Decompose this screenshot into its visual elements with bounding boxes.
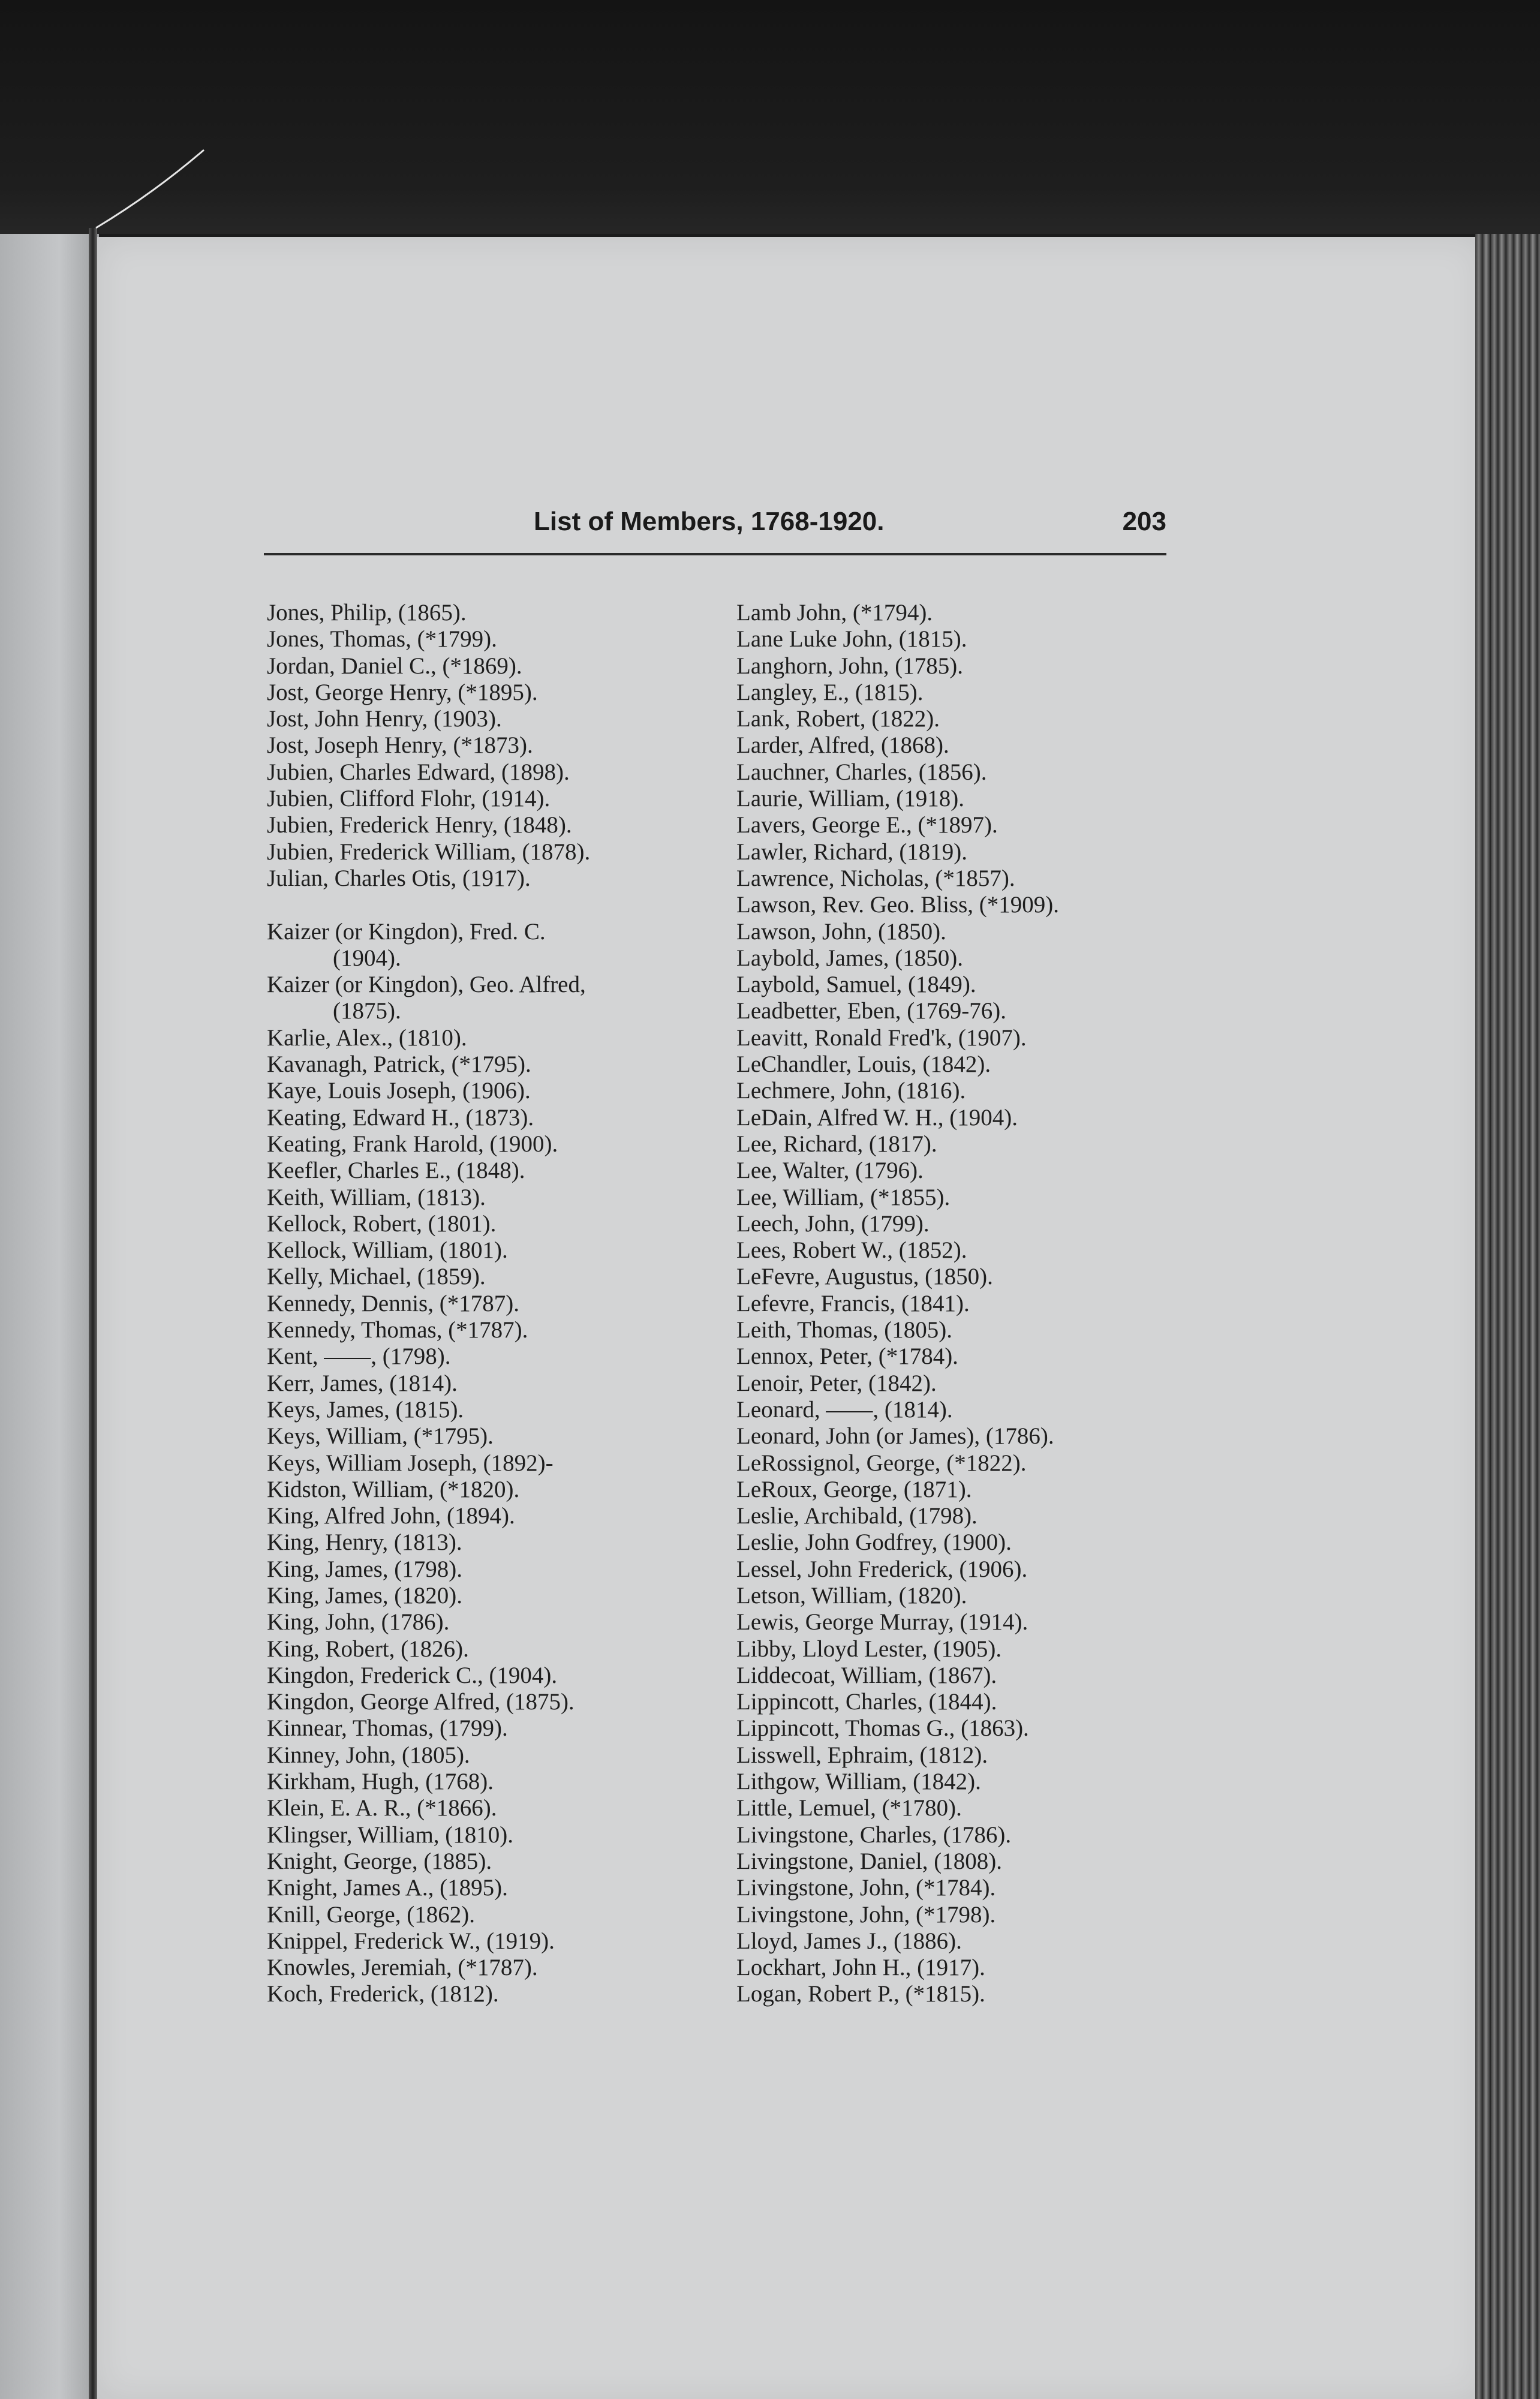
list-item: Karlie, Alex., (1810). — [267, 1024, 467, 1051]
list-item: Liddecoat, William, (1867). — [736, 1662, 997, 1688]
list-item: Keys, William Joseph, (1892)- — [267, 1450, 554, 1476]
list-item: Lenoir, Peter, (1842). — [736, 1370, 937, 1396]
list-item: King, Robert, (1826). — [267, 1636, 469, 1662]
list-item: King, James, (1798). — [267, 1556, 463, 1582]
list-item: Kinnear, Thomas, (1799). — [267, 1715, 508, 1742]
list-item: Laybold, Samuel, (1849). — [736, 972, 976, 998]
left-column — [267, 600, 590, 2008]
list-item: Lawrence, Nicholas, (*1857). — [736, 865, 1015, 891]
list-item: Larder, Alfred, (1868). — [736, 732, 949, 759]
list-item: Lippincott, Charles, (1844). — [736, 1689, 997, 1715]
list-item: Livingstone, Charles, (1786). — [736, 1821, 1012, 1848]
list-item: Kinney, John, (1805). — [267, 1742, 470, 1768]
list-item: LeRoux, George, (1871). — [736, 1476, 972, 1502]
list-item: Julian, Charles Otis, (1917). — [267, 865, 531, 891]
list-item: Lockhart, John H., (1917). — [736, 1955, 985, 1981]
list-item: Jubien, Charles Edward, (1898). — [267, 759, 570, 785]
list-item: Logan, Robert P., (*1815). — [736, 1981, 985, 2007]
list-item: Laybold, James, (1850). — [736, 945, 964, 971]
list-item: Livingstone, Daniel, (1808). — [736, 1848, 1002, 1874]
list-item: Keys, James, (1815). — [267, 1396, 464, 1423]
list-item: Kidston, William, (*1820). — [267, 1476, 520, 1502]
list-item: Lefevre, Francis, (1841). — [736, 1290, 970, 1316]
list-item: Knill, George, (1862). — [267, 1901, 475, 1928]
list-item: Kennedy, Dennis, (*1787). — [267, 1290, 519, 1316]
list-item: Keating, Frank Harold, (1900). — [267, 1131, 558, 1157]
list-item: King, James, (1820). — [267, 1582, 463, 1609]
list-item: Kelly, Michael, (1859). — [267, 1264, 486, 1290]
list-item: Jost, George Henry, (*1895). — [267, 679, 538, 705]
list-item: Lloyd, James J., (1886). — [736, 1928, 962, 1954]
list-item: Langhorn, John, (1785). — [736, 653, 964, 679]
running-title: List of Members, 1768-1920. — [534, 507, 885, 536]
list-item: Jost, John Henry, (1903). — [267, 706, 502, 732]
list-item: Livingstone, John, (*1784). — [736, 1875, 996, 1901]
list-item: Lee, William, (*1855). — [736, 1184, 951, 1210]
list-item: Klingser, William, (1810). — [267, 1821, 514, 1848]
list-item: King, John, (1786). — [267, 1609, 450, 1636]
list-item: Jones, Thomas, (*1799). — [267, 626, 497, 653]
list-item: Keating, Edward H., (1873). — [267, 1104, 534, 1131]
list-item: Lank, Robert, (1822). — [736, 706, 940, 732]
list-item: Keith, William, (1813). — [267, 1184, 486, 1210]
list-item: Libby, Lloyd Lester, (1905). — [736, 1636, 1002, 1662]
list-item: Knight, George, (1885). — [267, 1848, 492, 1874]
list-item: Lewis, George Murray, (1914). — [736, 1609, 1028, 1636]
page-header — [264, 507, 1166, 555]
list-item: Kingdon, George Alfred, (1875). — [267, 1689, 575, 1715]
list-item: LeChandler, Louis, (1842). — [736, 1051, 991, 1078]
list-item: Leslie, John Godfrey, (1900). — [736, 1529, 1012, 1556]
list-item: Kerr, James, (1814). — [267, 1370, 458, 1396]
list-item: Keefler, Charles E., (1848). — [267, 1158, 525, 1184]
list-item: Lisswell, Ephraim, (1812). — [736, 1742, 988, 1768]
list-item: Kent, ——, (1798). — [267, 1343, 451, 1370]
scan-background-top — [0, 0, 1540, 234]
list-item: Livingstone, John, (*1798). — [736, 1901, 996, 1928]
list-item: Kingdon, Frederick C., (1904). — [267, 1662, 558, 1688]
list-item: Jubien, Frederick Henry, (1848). — [267, 812, 572, 838]
list-item: Lee, Walter, (1796). — [736, 1158, 924, 1184]
list-item: Jubien, Frederick William, (1878). — [267, 838, 591, 865]
list-item: Leonard, ——, (1814). — [736, 1396, 953, 1423]
page-corner-curl — [90, 138, 210, 234]
list-item: King, Henry, (1813). — [267, 1529, 462, 1556]
list-item: Letson, William, (1820). — [736, 1582, 967, 1609]
page-stack-edge — [1475, 234, 1540, 2399]
list-item: Kaye, Louis Joseph, (1906). — [267, 1078, 531, 1104]
list-item: King, Alfred John, (1894). — [267, 1503, 515, 1529]
list-item: Klein, E. A. R., (*1866). — [267, 1795, 497, 1821]
list-item: Jubien, Clifford Flohr, (1914). — [267, 786, 551, 812]
list-item: Lees, Robert W., (1852). — [736, 1237, 967, 1264]
list-item: Knowles, Jeremiah, (*1787). — [267, 1955, 538, 1981]
list-item: Kennedy, Thomas, (*1787). — [267, 1317, 528, 1343]
list-item: Lennox, Peter, (*1784). — [736, 1343, 958, 1370]
list-item: Knight, James A., (1895). — [267, 1875, 508, 1901]
list-item: LeFevre, Augustus, (1850). — [736, 1264, 993, 1290]
list-item: Lee, Richard, (1817). — [736, 1131, 937, 1157]
list-item: Lane Luke John, (1815). — [736, 626, 967, 653]
list-item: Lessel, John Frederick, (1906). — [736, 1556, 1028, 1582]
book-gutter — [89, 228, 97, 2399]
list-item: Keys, William, (*1795). — [267, 1423, 494, 1450]
page-number: 203 — [1122, 507, 1166, 536]
list-item: Kaizer (or Kingdon), Geo. Alfred, — [267, 972, 586, 998]
list-item: Kaizer (or Kingdon), Fred. C. — [267, 918, 546, 945]
list-item: Kirkham, Hugh, (1768). — [267, 1769, 494, 1795]
list-item: Langley, E., (1815). — [736, 679, 924, 705]
list-item: Leadbetter, Eben, (1769-76). — [736, 998, 1007, 1024]
list-item: Leith, Thomas, (1805). — [736, 1317, 952, 1343]
list-item: Leavitt, Ronald Fred'k, (1907). — [736, 1024, 1027, 1051]
list-item: Lawson, John, (1850). — [736, 918, 946, 945]
list-item: LeRossignol, George, (*1822). — [736, 1450, 1027, 1476]
list-item: Jordan, Daniel C., (*1869). — [267, 653, 522, 679]
list-item: Jost, Joseph Henry, (*1873). — [267, 732, 533, 759]
list-item: Lavers, George E., (*1897). — [736, 812, 998, 838]
facing-page-edge — [0, 234, 99, 2399]
list-item: Lamb John, (*1794). — [736, 600, 933, 626]
list-item: Lawler, Richard, (1819). — [736, 838, 968, 865]
list-item: Koch, Frederick, (1812). — [267, 1981, 499, 2007]
list-item: Leonard, John (or James), (1786). — [736, 1423, 1054, 1450]
list-item: Lechmere, John, (1816). — [736, 1078, 966, 1104]
list-item: Lithgow, William, (1842). — [736, 1769, 981, 1795]
list-item: Jones, Philip, (1865). — [267, 600, 467, 626]
list-item: Lawson, Rev. Geo. Bliss, (*1909). — [736, 892, 1060, 918]
list-item: Lippincott, Thomas G., (1863). — [736, 1715, 1029, 1742]
list-item: Little, Lemuel, (*1780). — [736, 1795, 962, 1821]
right-column — [736, 600, 1059, 2008]
list-item: Kellock, William, (1801). — [267, 1237, 508, 1264]
list-item: Leech, John, (1799). — [736, 1210, 930, 1237]
list-item: Knippel, Frederick W., (1919). — [267, 1928, 555, 1954]
list-item: Kavanagh, Patrick, (*1795). — [267, 1051, 531, 1078]
list-item: LeDain, Alfred W. H., (1904). — [736, 1104, 1018, 1131]
section-spacer — [267, 892, 590, 918]
list-item: Laurie, William, (1918). — [736, 786, 965, 812]
list-item: Lauchner, Charles, (1856). — [736, 759, 987, 785]
list-item-continuation: (1875). — [333, 998, 401, 1024]
list-item: Kellock, Robert, (1801). — [267, 1210, 497, 1237]
list-item: Leslie, Archibald, (1798). — [736, 1503, 977, 1529]
header-rule — [264, 553, 1166, 555]
list-item-continuation: (1904). — [333, 945, 401, 971]
